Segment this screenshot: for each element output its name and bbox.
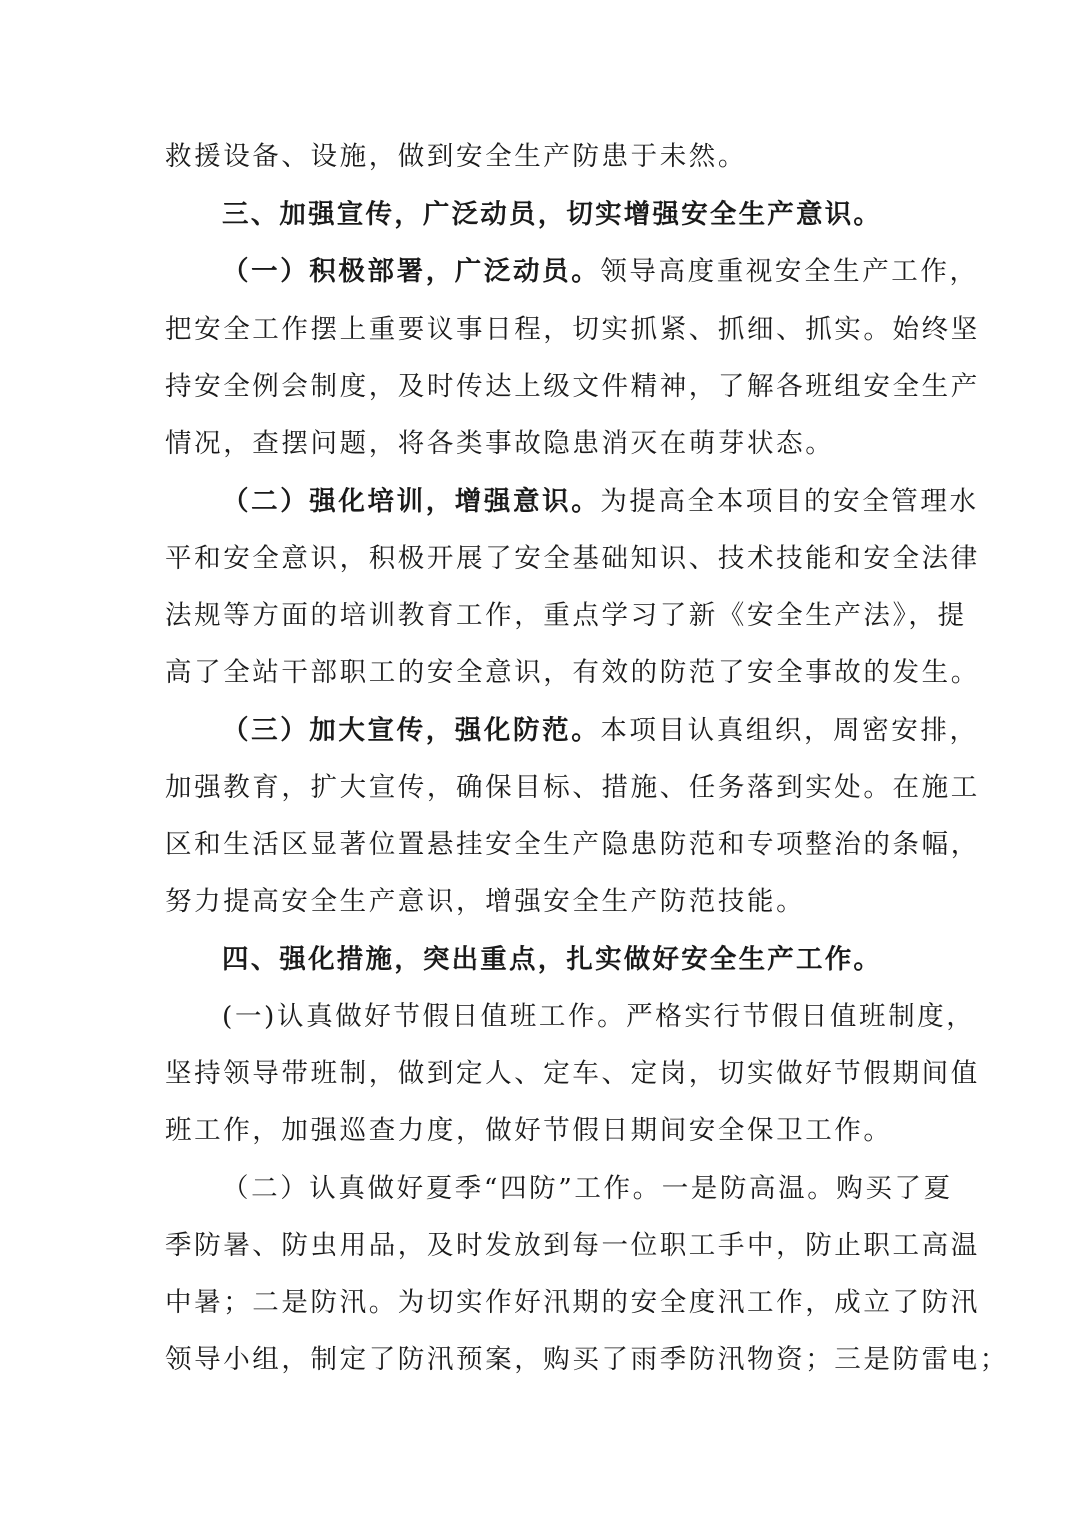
text-line: 季防暑、防虫用品，及时发放到每一位职工手中，防止职工高温 [165, 1230, 980, 1261]
text-line: 努力提高安全生产意识，增强安全生产防范技能。 [165, 886, 806, 917]
text-line: 平和安全意识，积极开展了安全基础知识、技术技能和安全法律 [165, 543, 980, 574]
subsection-paragraph-start: （二）强化培训，增强意识。为提高全本项目的安全管理水 [222, 486, 979, 517]
text-line: 法规等方面的培训教育工作，重点学习了新《安全生产法》，提 [165, 600, 967, 631]
text-line: 高了全站干部职工的安全意识，有效的防范了安全事故的发生。 [165, 657, 980, 688]
text-line: 区和生活区显著位置悬挂安全生产隐患防范和专项整治的条幅， [165, 829, 980, 860]
subsection-paragraph-start: （三）加大宣传，强化防范。本项目认真组织，周密安排， [222, 715, 979, 746]
text-line: 中暑；二是防汛。为切实作好汛期的安全度汛工作，成立了防汛 [165, 1287, 980, 1318]
section-heading: 三、加强宣传，广泛动员，切实增强安全生产意识。 [222, 199, 883, 230]
text-line: 救援设备、设施，做到安全生产防患于未然。 [165, 141, 747, 172]
section-heading: 四、强化措施，突出重点，扎实做好安全生产工作。 [222, 944, 883, 975]
text-line: 坚持领导带班制，做到定人、定车、定岗，切实做好节假期间值 [165, 1058, 980, 1089]
text-line: 加强教育，扩大宣传，确保目标、措施、任务落到实处。在施工 [165, 772, 980, 803]
subsection-paragraph-start: （二）认真做好夏季“四防”工作。一是防高温。购买了夏 [222, 1173, 953, 1204]
subsection-paragraph-start: (一)认真做好节假日值班工作。严格实行节假日值班制度， [222, 1001, 976, 1032]
text-line: 把安全工作摆上重要议事日程，切实抓紧、抓细、抓实。始终坚 [165, 314, 980, 345]
text-line: 持安全例会制度，及时传达上级文件精神，了解各班组安全生产 [165, 371, 980, 402]
text-line: 领导小组，制定了防汛预案，购买了雨季防汛物资；三是防雷电； [165, 1344, 1009, 1375]
text-line: 情况，查摆问题，将各类事故隐患消灭在萌芽状态。 [165, 428, 835, 459]
subsection-paragraph-start: （一）积极部署，广泛动员。领导高度重视安全生产工作， [222, 256, 979, 287]
text-line: 班工作，加强巡查力度，做好节假日期间安全保卫工作。 [165, 1115, 893, 1146]
